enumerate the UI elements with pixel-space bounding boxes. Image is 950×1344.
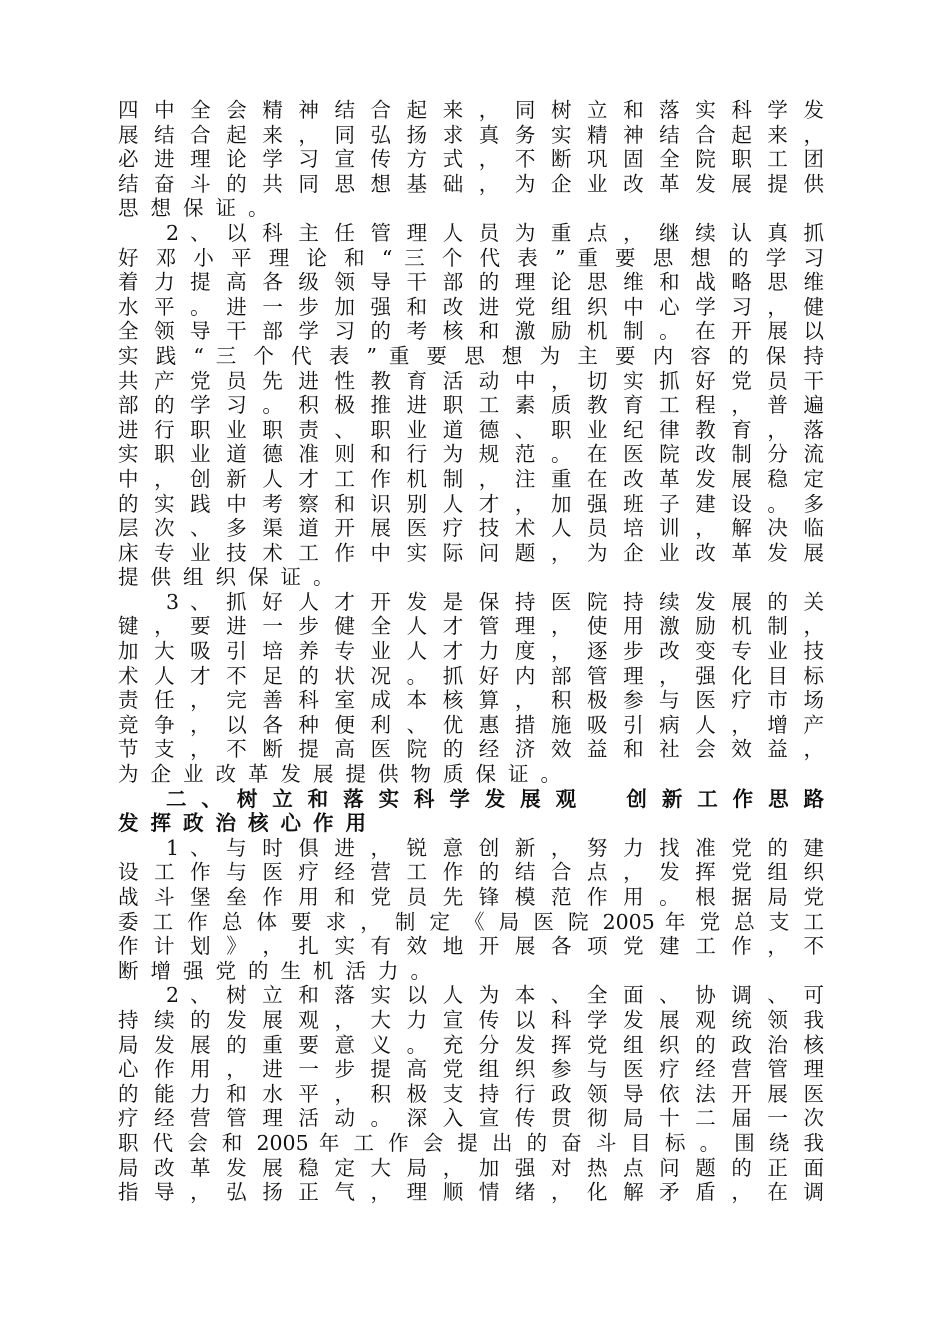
paragraph-line: 部 的 学 习 。 积 极 推 进 职 工 素 质 教 育 工 程 ， 普 遍 (118, 393, 824, 418)
section-heading-line: 二 、 树 立 和 落 实 科 学 发 展 观 创 新 工 作 思 路 (166, 786, 824, 811)
paragraph-line: 加 大 吸 引 培 养 专 业 人 才 力 度 ， 逐 步 改 变 专 业 技 (118, 639, 824, 664)
paragraph-line: 心 作 用 ， 进 一 步 提 高 党 组 织 参 与 医 疗 经 营 管 理 (118, 1057, 824, 1082)
paragraph-line: 结 奋 斗 的 共 同 思 想 基 础 ， 为 企 业 改 革 发 展 提 供 (118, 171, 824, 196)
paragraph-line: 局 发 展 的 重 要 意 义 。 充 分 发 挥 党 组 织 的 政 治 核 (118, 1032, 824, 1057)
paragraph-line: 全 领 导 干 部 学 习 的 考 核 和 激 励 机 制 。 在 开 展 以 (118, 319, 824, 344)
paragraph-line: 指 导 ， 弘 扬 正 气 ， 理 顺 情 绪 ， 化 解 矛 盾 ， 在 调 (118, 1180, 824, 1205)
paragraph-line: 中 ， 创 新 人 才 工 作 机 制 ， 注 重 在 改 革 发 展 稳 定 (118, 466, 824, 491)
paragraph-line: 疗 经 营 管 理 活 动 。 深 入 宣 传 贯 彻 局 十 二 届 一 次 (118, 1106, 824, 1131)
paragraph-line: 竞 争 ， 以 各 种 便 利 、 优 惠 措 施 吸 引 病 人 ， 增 产 (118, 712, 824, 737)
paragraph-line: 的 实 践 中 考 察 和 识 别 人 才 ， 加 强 班 子 建 设 。 多 (118, 491, 824, 516)
paragraph-line: 展 结 合 起 来 ， 同 弘 扬 求 真 务 实 精 神 结 合 起 来 ， (118, 122, 824, 147)
paragraph-line: 战 斗 堡 垒 作 用 和 党 员 先 锋 模 范 作 用 。 根 据 局 党 (118, 885, 824, 909)
paragraph-line: 实 职 业 道 德 准 则 和 行 为 规 范 。 在 医 院 改 制 分 流 (118, 442, 824, 467)
paragraph-line: 床 专 业 技 术 工 作 中 实 际 问 题 ， 为 企 业 改 革 发 展 (118, 540, 824, 565)
paragraph-line: 3 、 抓 好 人 才 开 发 是 保 持 医 院 持 续 发 展 的 关 (166, 589, 824, 614)
paragraph-line: 进 行 职 业 职 责 、 职 业 道 德 、 职 业 纪 律 教 育 ， 落 (118, 417, 824, 442)
paragraph-line: 四 中 全 会 精 神 结 合 起 来 ， 同 树 立 和 落 实 科 学 发 (118, 98, 824, 122)
paragraph-line: 2 、 以 科 主 任 管 理 人 员 为 重 点 ， 继 续 认 真 抓 (166, 220, 824, 245)
paragraph-line: 思想保证。 (118, 196, 281, 221)
paragraph-line: 2 、 树 立 和 落 实 以 人 为 本 、 全 面 、 协 调 、 可 (166, 983, 824, 1008)
paragraph-line: 节 支 ， 不 断 提 高 医 院 的 经 济 效 益 和 社 会 效 益 ， (118, 737, 824, 762)
paragraph-line: 断增强党的生机活力。 (118, 958, 443, 983)
paragraph-line: 1 、 与 时 俱 进 ， 锐 意 创 新 ， 努 力 找 准 党 的 建 (166, 835, 824, 860)
paragraph-line: 责 任 ， 完 善 科 室 成 本 核 算 ， 积 极 参 与 医 疗 市 场 (118, 688, 824, 713)
paragraph-line: 作 计 划 》 ， 扎 实 有 效 地 开 展 各 项 党 建 工 作 ， 不 (118, 934, 824, 959)
paragraph-line: 实 践 “ 三 个 代 表 ” 重 要 思 想 为 主 要 内 容 的 保 持 (118, 343, 824, 368)
paragraph-line: 好 邓 小 平 理 论 和 “ 三 个 代 表 ” 重 要 思 想 的 学 习 (118, 245, 824, 270)
paragraph-line: 为企业改革发展提供物质保证。 (118, 762, 573, 787)
paragraph-line: 持 续 的 发 展 观 ， 大 力 宣 传 以 科 学 发 展 观 统 领 我 (118, 1007, 824, 1032)
paragraph-line: 委 工 作 总 体 要 求 ， 制 定 《 局 医 院 2005 年 党 总 支 工 (118, 909, 824, 934)
paragraph-line: 水 平 。 进 一 步 加 强 和 改 进 党 组 织 中 心 学 习 ， 健 (118, 294, 824, 319)
paragraph-line: 共 产 党 员 先 进 性 教 育 活 动 中 ， 切 实 抓 好 党 员 干 (118, 368, 824, 393)
paragraph-line: 职 代 会 和 2005 年 工 作 会 提 出 的 奋 斗 目 标 。 围 绕 我 (118, 1130, 824, 1155)
paragraph-line: 键 ， 要 进 一 步 健 全 人 才 管 理 ， 使 用 激 励 机 制 ， (118, 614, 824, 639)
paragraph-line: 设 工 作 与 医 疗 经 营 工 作 的 结 合 点 ， 发 挥 党 组 织 (118, 860, 824, 885)
document-page (118, 98, 824, 1205)
paragraph-line: 必 进 理 论 学 习 宣 传 方 式 ， 不 断 巩 固 全 院 职 工 团 (118, 147, 824, 172)
paragraph-line: 着 力 提 高 各 级 领 导 干 部 的 理 论 思 维 和 战 略 思 维 (118, 270, 824, 295)
section-heading-line: 发挥政治核心作用 (118, 811, 378, 836)
paragraph-line: 的 能 力 和 水 平 ， 积 极 支 持 行 政 领 导 依 法 开 展 医 (118, 1081, 824, 1106)
paragraph-line: 术 人 才 不 足 的 状 况 。 抓 好 内 部 管 理 ， 强 化 目 标 (118, 663, 824, 688)
paragraph-line: 层 次 、 多 渠 道 开 展 医 疗 技 术 人 员 培 训 ， 解 决 临 (118, 516, 824, 541)
paragraph-line: 局 改 革 发 展 稳 定 大 局 ， 加 强 对 热 点 问 题 的 正 面 (118, 1155, 824, 1180)
paragraph-line: 提供组织保证。 (118, 565, 346, 590)
